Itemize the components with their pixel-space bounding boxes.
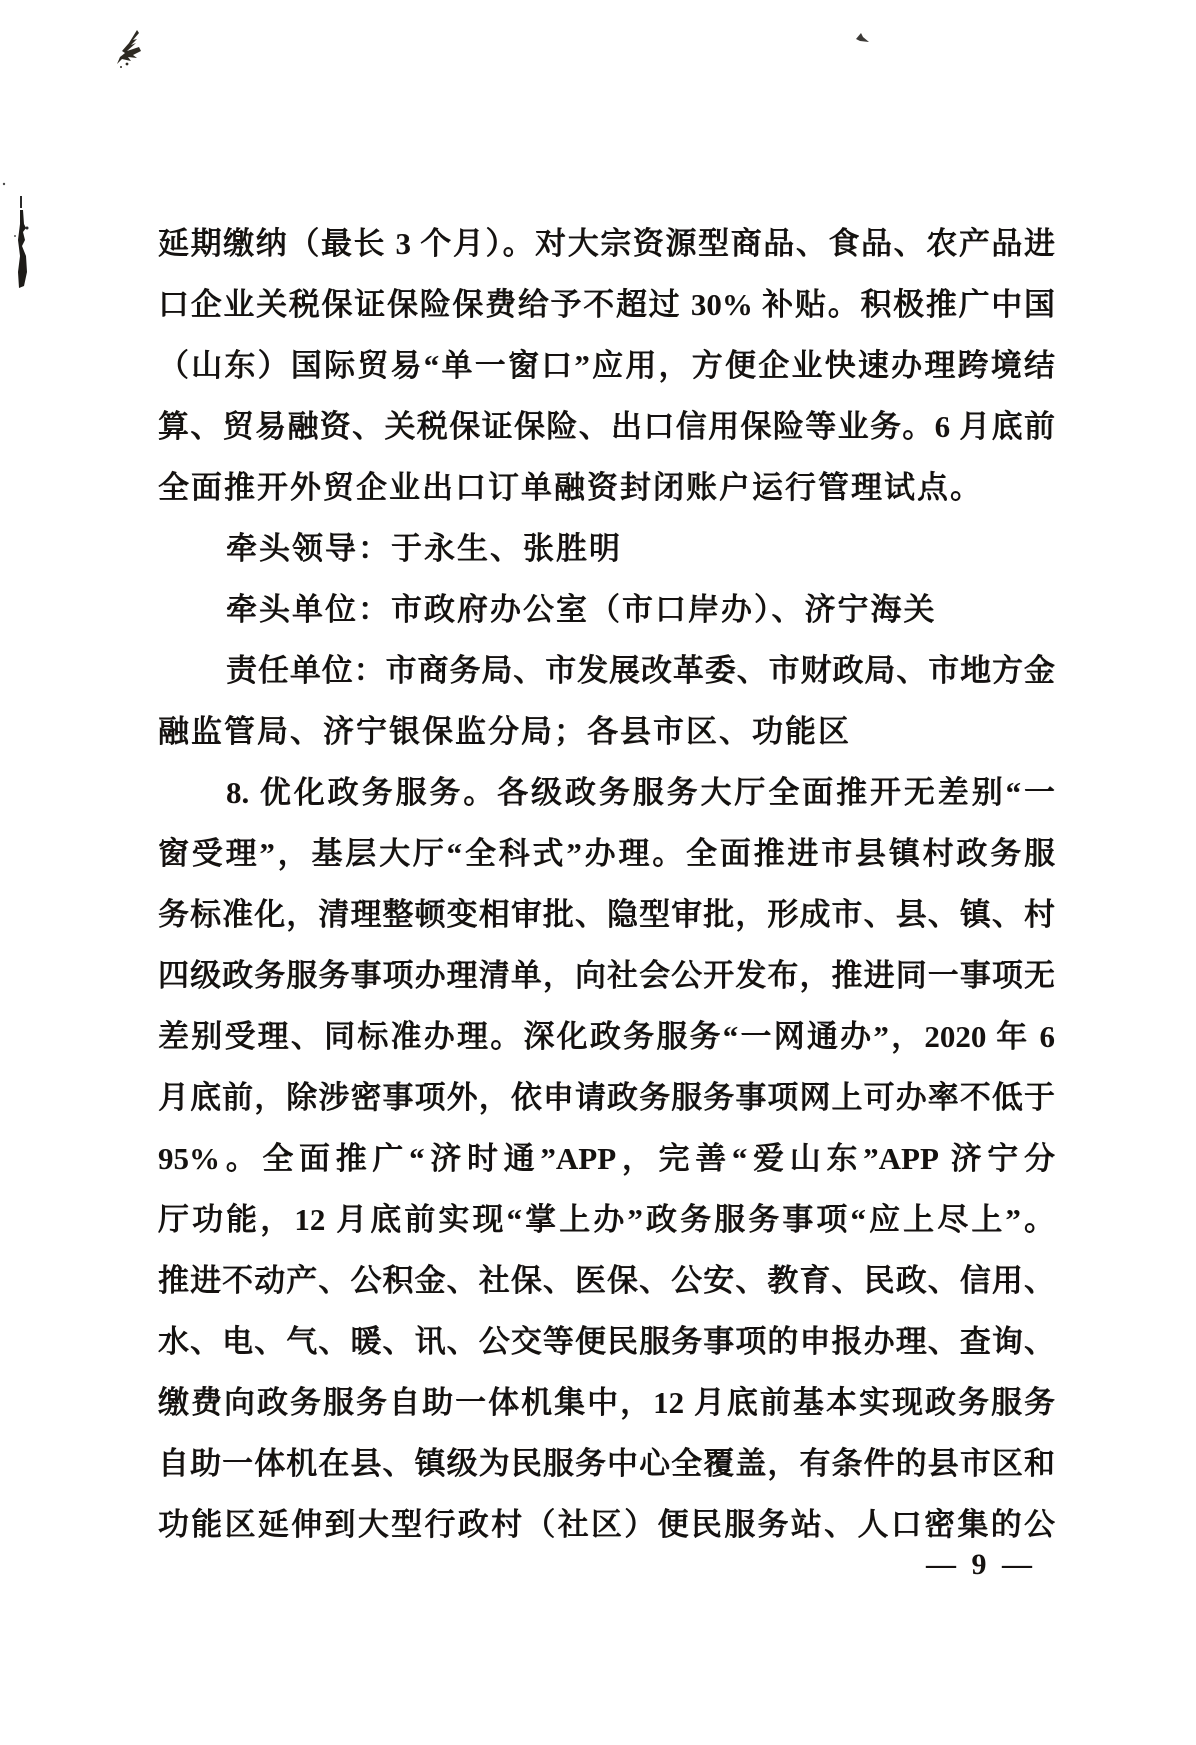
text-line: 推进不动产、公积金、社保、医保、公安、教育、民政、信用、 <box>158 1263 1055 1298</box>
page-number: — 9 — <box>926 1548 1036 1581</box>
text-line: 水、电、气、暖、讯、公交等便民服务事项的申报办理、查询、 <box>158 1324 1055 1359</box>
line-responsible-unit: 责任单位：市商务局、市发展改革委、市财政局、市地方金 <box>226 653 1055 688</box>
text-line: （山东）国际贸易“单一窗口”应用，方便企业快速办理跨境结 <box>158 348 1055 383</box>
text-line: 窗受理”，基层大厅“全科式”办理。全面推进市县镇村政务服 <box>158 836 1055 871</box>
text-line: 95%。全面推广“济时通”APP，完善“爱山东”APP 济宁分 <box>158 1141 1055 1176</box>
text-line: 口企业关税保证保险保费给予不超过 30% 补贴。积极推广中国 <box>158 287 1055 322</box>
scan-speck-artifact <box>856 32 872 44</box>
text-line: 务标准化，清理整顿变相审批、隐型审批，形成市、县、镇、村 <box>158 897 1055 932</box>
text-line: 缴费向政务服务自助一体机集中，12 月底前基本实现政务服务 <box>158 1385 1055 1420</box>
line-lead-leader: 牵头领导：于永生、张胜明 <box>226 531 622 566</box>
ink-smudge-artifact <box>117 30 147 70</box>
scan-edge-streak-artifact <box>0 176 30 288</box>
text-line: 功能区延伸到大型行政村（社区）便民服务站、人口密集的公 <box>158 1507 1055 1542</box>
text-line: 差别受理、同标准办理。深化政务服务“一网通办”，2020 年 6 <box>158 1019 1055 1054</box>
document-text-block <box>158 213 1055 1555</box>
text-line: 四级政务服务事项办理清单，向社会公开发布，推进同一事项无 <box>158 958 1055 993</box>
text-line: 厅功能，12 月底前实现“掌上办”政务服务事项“应上尽上”。 <box>158 1202 1055 1237</box>
text-line: 算、贸易融资、关税保证保险、出口信用保险等业务。6 月底前 <box>158 409 1055 444</box>
line-item-8-start: 8. 优化政务服务。各级政务服务大厅全面推开无差别“一 <box>226 775 1055 810</box>
text-line: 融监管局、济宁银保监分局；各县市区、功能区 <box>158 714 851 749</box>
line-lead-unit: 牵头单位：市政府办公室（市口岸办）、济宁海关 <box>226 592 937 627</box>
text-line: 自助一体机在县、镇级为民服务中心全覆盖，有条件的县市区和 <box>158 1446 1055 1481</box>
text-line: 月底前，除涉密事项外，依申请政务服务事项网上可办率不低于 <box>158 1080 1055 1115</box>
text-line: 延期缴纳（最长 3 个月）。对大宗资源型商品、食品、农产品进 <box>158 226 1055 261</box>
text-line: 全面推开外贸企业出口订单融资封闭账户运行管理试点。 <box>158 470 983 505</box>
